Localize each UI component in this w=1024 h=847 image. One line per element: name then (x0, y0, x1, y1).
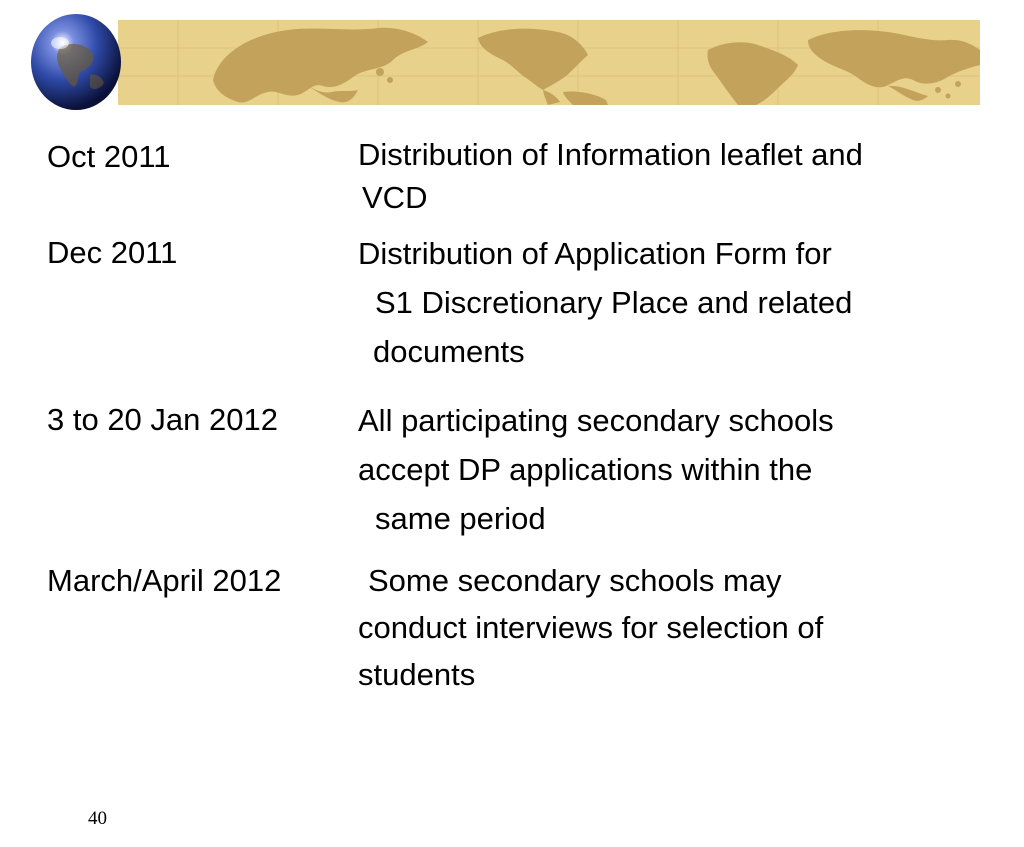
page-number: 40 (88, 808, 107, 829)
schedule-description (358, 557, 823, 698)
schedule-description (358, 133, 863, 219)
description-line: S1 Discretionary Place and related (375, 285, 853, 320)
description-line: documents (373, 334, 525, 369)
world-map-banner (118, 20, 980, 105)
description-line: same period (375, 501, 546, 536)
description-line: accept DP applications within the (358, 452, 813, 487)
schedule-description (358, 396, 834, 543)
schedule-date: Oct 2011 (47, 139, 171, 174)
description-line: Distribution of Information leaflet and (358, 137, 863, 172)
schedule-date: 3 to 20 Jan 2012 (47, 402, 278, 437)
schedule-description (358, 229, 852, 376)
description-line: Distribution of Application Form for (358, 236, 832, 271)
description-line: students (358, 657, 476, 692)
description-line: VCD (362, 180, 428, 215)
description-line: conduct interviews for selection of (358, 610, 824, 645)
globe-icon (30, 13, 122, 111)
schedule-date: Dec 2011 (47, 235, 178, 270)
description-line: Some secondary schools may (368, 563, 782, 598)
description-line: All participating secondary schools (358, 403, 834, 438)
schedule-date: March/April 2012 (47, 563, 282, 598)
